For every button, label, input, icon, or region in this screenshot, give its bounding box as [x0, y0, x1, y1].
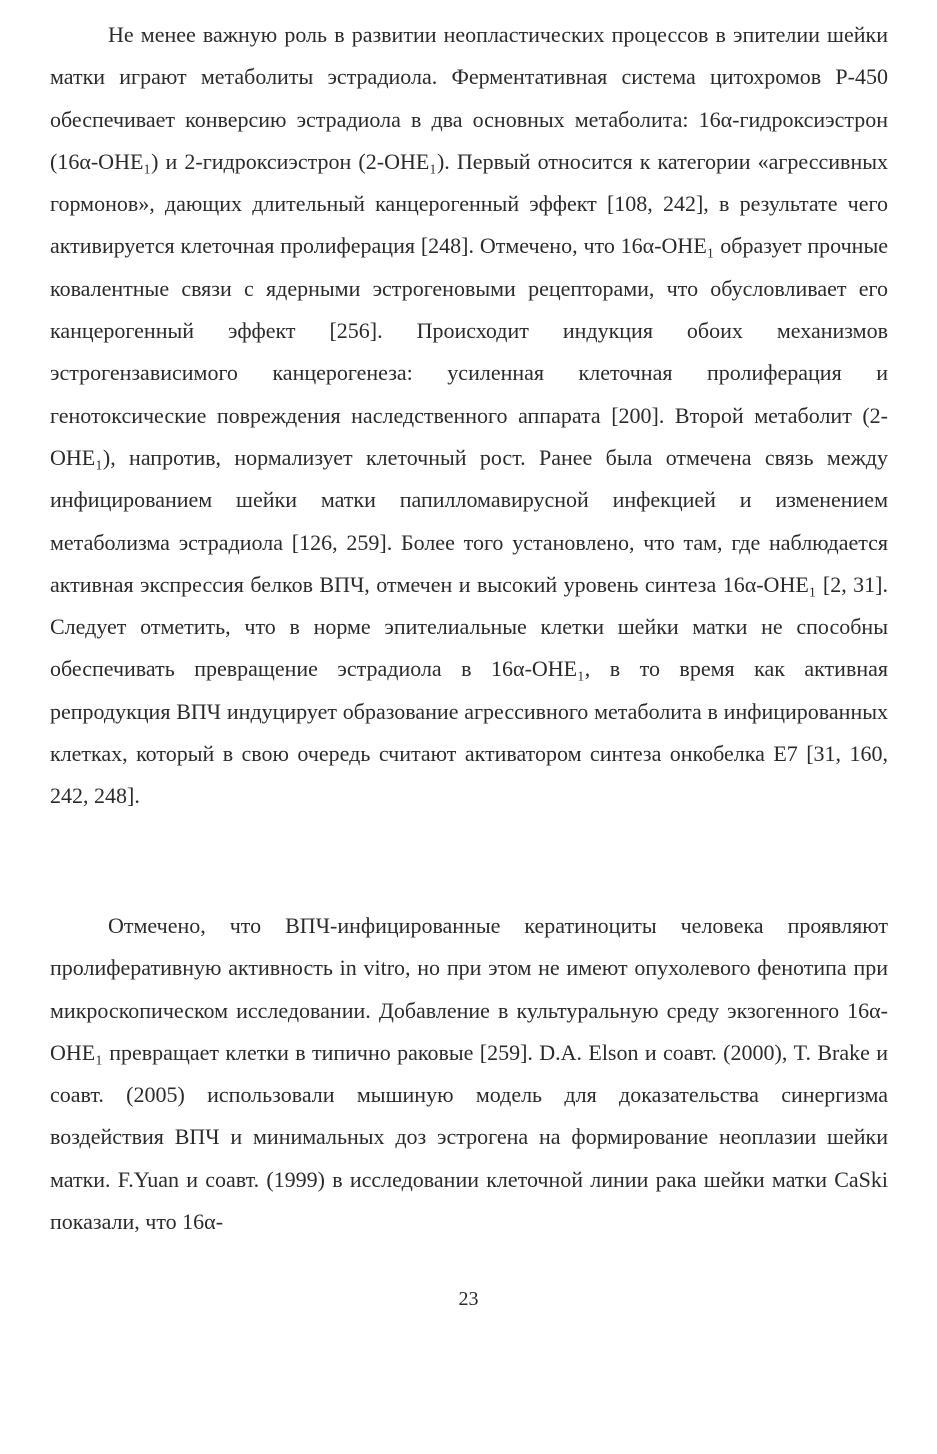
paragraph-metabolites: Не менее важную роль в развитии неопластических процессов в эпителии шейки матки играют метаболиты эстрадиола. Ферментативная система цитохромов Р-450 обеспечивает конверсию эстрадиола в два основных метаболита: 16α-гидроксиэстрон (16α-OHE₁) и 2-гидроксиэстрон (2-OHE₁). Первый относится к категории «агрессивных гормонов», дающих длительный канцерогенный эффект [108, 242], в результате чего активируется клеточная пролиферация [248]. Отмечено, что 16α-OHE₁ образует прочные ковалентные связи с ядерными эстрогеновыми рецепторами, что обусловливает его канцерогенный эффект [256]. Происходит индукция обоих механизмов эстрогензависимого канцерогенеза: усиленная клеточная пролиферация и генотоксические повреждения наследственного аппарата [200]. Второй метаболит (2-OHE₁), напротив, нормализует клеточный рост. Ранее была отмечена связь между инфицированием шейки матки папилломавирусной инфекцией и изменением метаболизма эстрадиола [126, 259]. Более того установлено, что там, где наблюдается активная экспрессия белков ВПЧ, отмечен и высокий уровень синтеза 16α-OHE₁ [2, 31]. Следует отметить, что в норме эпителиальные клетки шейки матки не способны обеспечивать превращение эстрадиола в 16α-OHE₁, в то время как активная репродукция ВПЧ индуцирует образование агрессивного метаболита в инфицированных клетках, который в свою очередь считают активатором синтеза онкобелка Е7 [31, 160, 242, 248]. [50, 22, 888, 809]
paragraph-keratinocytes: Отмечено, что ВПЧ-инфицированные кератиноциты человека проявляют пролиферативную активность in vitro, но при этом не имеют опухолевого фенотипа при микроскопическом исследовании. Добавление в культуральную среду экзогенного 16α-OHE₁ превращает клетки в типично раковые [259]. D.A. Elson и соавт. (2000), T. Brake и соавт. (2005) использовали мышиную модель для доказательства синергизма воздействия ВПЧ и минимальных доз эстрогена на формирование неоплазии шейки матки. F.Yuan и соавт. (1999) в исследовании клеточной линии рака шейки матки CaSki показали, что 16α- [50, 913, 888, 1235]
page-number: 23 [458, 1288, 479, 1310]
